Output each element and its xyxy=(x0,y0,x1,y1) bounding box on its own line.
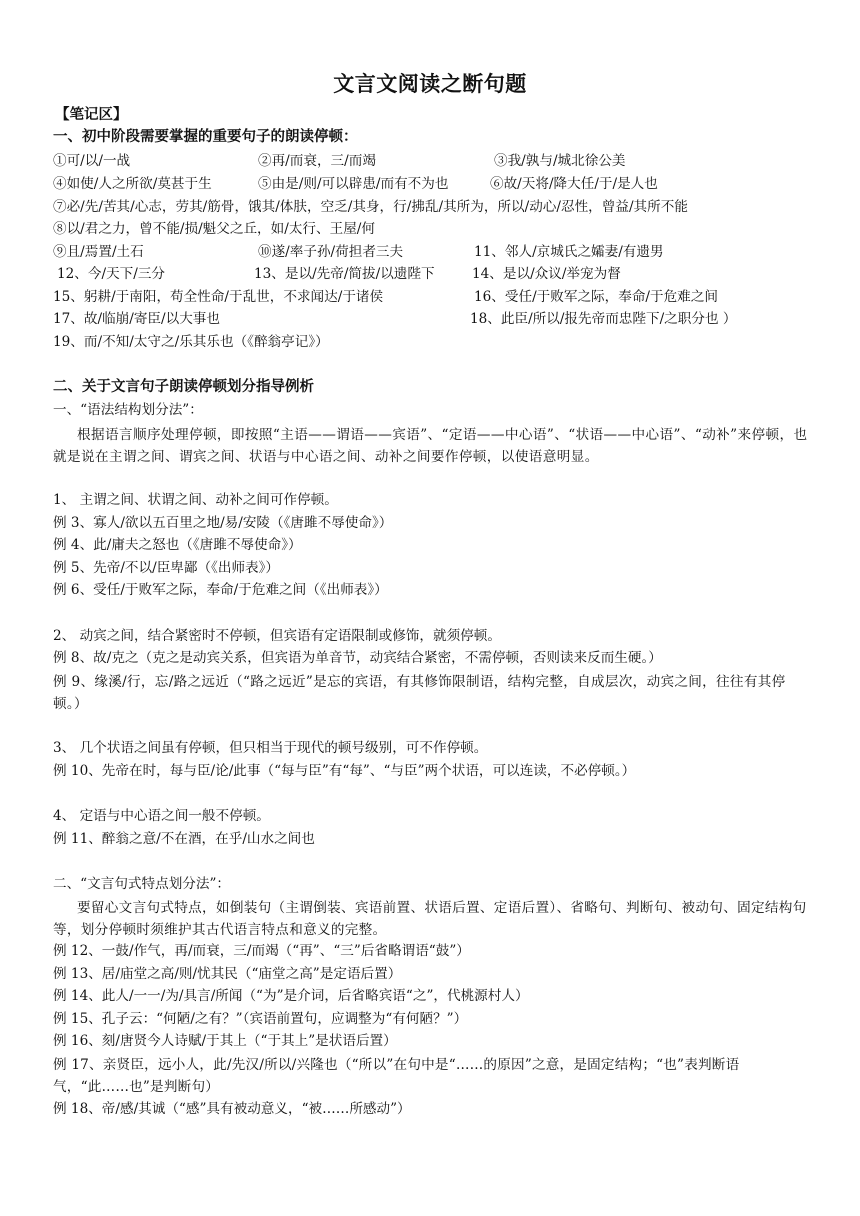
s1-item: ⑦必/先/苦其/心志，劳其/筋骨，饿其/体肤，空乏/其身，行/拂乱/其所为，所以/动心/忍性，曾益/其所不能 xyxy=(53,199,688,215)
s1-item: 18、此臣/所以/报先帝而忠陛下/之职分也 ） xyxy=(470,311,737,327)
notes-label: 【笔记区】 xyxy=(55,107,128,123)
rule-title: 4、 定语与中心语之间一般不停顿。 xyxy=(53,808,270,824)
method2-title: 二、“文言句式特点划分法”： xyxy=(53,876,231,892)
example-line: 例 14、此人/一一/为/具言/所闻（“为”是介词，后省略宾语“之”，代桃源村人） xyxy=(53,988,529,1004)
rule-title: 1、 主谓之间、状谓之间、动补之间可作停顿。 xyxy=(53,492,338,508)
example-line: 例 5、先帝/不以/臣卑鄙（《出师表》） xyxy=(53,560,280,576)
s1-item: 11、邻人/京城氏之孀妻/有遗男 xyxy=(474,244,664,260)
page-title: 文言文阅读之断句题 xyxy=(333,72,527,96)
example-line: 例 18、帝/感/其诚（“感”具有被动意义，“被……所感动”） xyxy=(53,1101,411,1117)
s1-item: ①可/以/一战 xyxy=(53,153,131,169)
example-line: 例 17、亲贤臣，远小人，此/先汉/所以/兴隆也（“所以”在句中是“……的原因”之意，是固定结构；“也”表判断语气，“此……也”是判断句） xyxy=(53,1057,740,1095)
s1-item: ⑩遂/率子孙/荷担者三夫 xyxy=(258,244,404,260)
s1-item: 17、故/临崩/寄臣/以大事也 xyxy=(53,311,220,327)
method2-desc: 要留心文言句式特点，如倒装句（主谓倒装、宾语前置、状语后置、定语后置）、省略句、判断句、被动句、固定结构句等，划分停顿时须维护其古代语言特点和意义的完整。 xyxy=(53,900,807,938)
s1-item: 19、而/不知/太守之/乐其乐也（《醉翁亭记》） xyxy=(53,334,329,350)
example-line: 例 4、此/庸夫之怒也（《唐雎不辱使命》） xyxy=(53,537,302,553)
example-line: 例 13、居/庙堂之高/则/忧其民（“庙堂之高”是定语后置） xyxy=(53,966,402,982)
example-line: 例 9、缘溪/行，忘/路之远近（“路之远近”是忘的宾语，有其修饰限制语，结构完整，自成层次，动宾之间，往往有其停顿。） xyxy=(53,674,786,712)
s1-item: ④如使/人之所欲/莫甚于生 xyxy=(53,176,212,192)
s1-item: ⑤由是/则/可以辟患/而有不为也 xyxy=(258,176,449,192)
example-line: 例 8、故/克之（克之是动宾关系，但宾语为单音节，动宾结合紧密，不需停顿，否则读来反而生硬。） xyxy=(53,650,662,666)
s1-item: 14、是以/众议/举宠为督 xyxy=(472,266,621,282)
s1-item: ⑧以/君之力，曾不能/损/魁父之丘，如/太行、王屋/何 xyxy=(53,221,375,237)
example-line: 例 12、一鼓/作气，再/而衰，三/而竭（“再”、“三”后省略谓语“鼓”） xyxy=(53,943,470,959)
method1-desc: 根据语言顺序处理停顿，即按照“主语——谓语——宾语”、“定语——中心语”、“状语——中心语”、“动补”来停顿，也就是说在主谓之间、谓宾之间、状语与中心语之间、动补之间要作停顿，以使语意明显。 xyxy=(53,427,808,465)
s1-item: 16、受任/于败军之际，奉命/于危难之间 xyxy=(474,289,718,305)
s1-item: ⑨且/焉置/土石 xyxy=(53,244,144,260)
s1-item: 12、今/天下/三分 xyxy=(57,266,166,282)
example-line: 例 16、刻/唐贤今人诗赋/于其上（“于其上”是状语后置） xyxy=(53,1033,397,1049)
rule-title: 3、 几个状语之间虽有停顿，但只相当于现代的顿号级别，可不作停顿。 xyxy=(53,740,488,756)
example-line: 例 6、受任/于败军之际，奉命/于危难之间（《出师表》） xyxy=(53,582,388,598)
example-line: 例 11、醉翁之意/不在酒，在乎/山水之间也 xyxy=(53,831,315,847)
s1-item: ②再/而衰，三/而竭 xyxy=(258,153,376,169)
example-line: 例 3、寡人/欲以五百里之地/易/安陵（《唐雎不辱使命》） xyxy=(53,515,393,531)
example-line: 例 10、先帝在时，每与臣/论/此事（“每与臣”有“每”、“与臣”两个状语，可以连读，不必停顿。） xyxy=(53,763,636,779)
method1-title: 一、“语法结构划分法”： xyxy=(53,402,203,418)
s1-item: ③我/孰与/城北徐公美 xyxy=(494,153,626,169)
s1-item: 15、躬耕/于南阳，苟全性命/于乱世，不求闻达/于诸侯 xyxy=(53,289,384,305)
s1-item: ⑥故/天将/降大任/于/是人也 xyxy=(490,176,658,192)
section2-heading: 二、关于文言句子朗读停顿划分指导例析 xyxy=(53,379,314,395)
s1-item: 13、是以/先帝/简拔/以遗陛下 xyxy=(254,266,435,282)
example-line: 例 15、孔子云：“何陋/之有？”（宾语前置句，应调整为“有何陋？”） xyxy=(53,1011,468,1027)
rule-title: 2、 动宾之间，结合紧密时不停顿，但宾语有定语限制或修饰，就须停顿。 xyxy=(53,628,501,644)
section1-heading: 一、初中阶段需要掌握的重要句子的朗读停顿： xyxy=(53,129,358,145)
